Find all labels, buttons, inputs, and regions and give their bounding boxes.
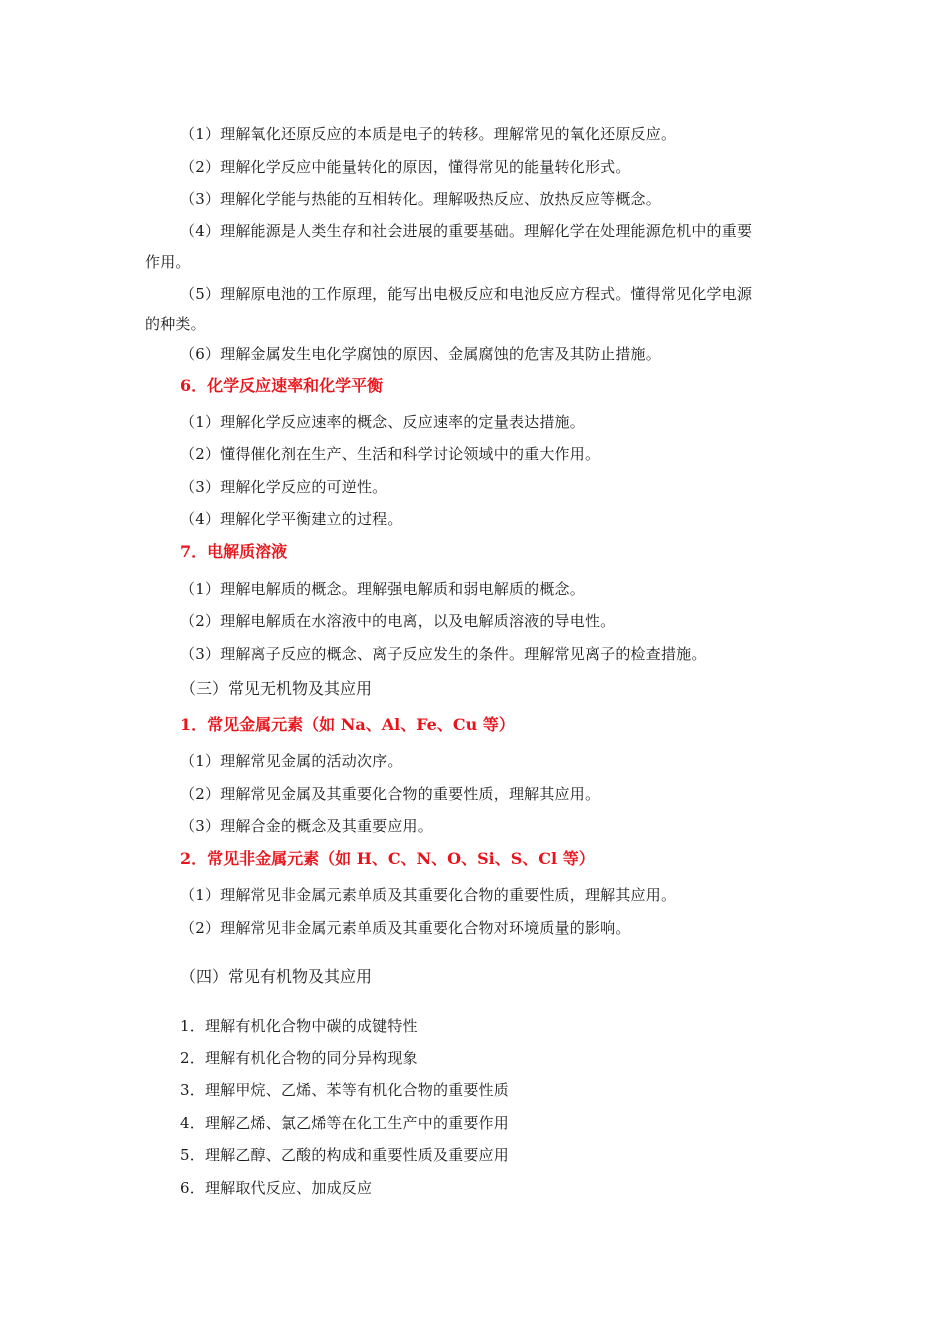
requirement-item: （2）理解常见非金属元素单质及其重要化合物对环境质量的影响。 bbox=[180, 919, 631, 937]
requirement-item: （2）懂得催化剂在生产、生活和科学讨论领域中的重大作用。 bbox=[180, 445, 601, 463]
requirement-item-continuation: 的种类。 bbox=[145, 315, 206, 333]
requirement-item: （1）理解常见金属的活动次序。 bbox=[180, 752, 403, 770]
requirement-item: （4）理解能源是人类生存和社会进展的重要基础。理解化学在处理能源危机中的重要 bbox=[180, 222, 753, 240]
topic-heading-6: 6．化学反应速率和化学平衡 bbox=[180, 376, 384, 395]
requirement-item: （1）理解常见非金属元素单质及其重要化合物的重要性质，理解其应用。 bbox=[180, 886, 677, 904]
requirement-item: （2）理解常见金属及其重要化合物的重要性质，理解其应用。 bbox=[180, 785, 601, 803]
requirement-item: （1）理解电解质的概念。理解强电解质和弱电解质的概念。 bbox=[180, 580, 585, 598]
list-item: 2．理解有机化合物的同分异构现象 bbox=[180, 1049, 418, 1067]
requirement-item: （6）理解金属发生电化学腐蚀的原因、金属腐蚀的危害及其防止措施。 bbox=[180, 345, 661, 363]
list-item: 6．理解取代反应、加成反应 bbox=[180, 1179, 373, 1197]
requirement-item: （3）理解化学能与热能的互相转化。理解吸热反应、放热反应等概念。 bbox=[180, 190, 661, 208]
requirement-item: （2）理解电解质在水溶液中的电离，以及电解质溶液的导电性。 bbox=[180, 612, 616, 630]
topic-heading-nonmetals: 2．常见非金属元素（如 H、C、N、O、Si、S、Cl 等） bbox=[180, 849, 595, 868]
requirement-item: （3）理解合金的概念及其重要应用。 bbox=[180, 817, 433, 835]
requirement-item: （1）理解化学反应速率的概念、反应速率的定量表达措施。 bbox=[180, 413, 585, 431]
list-item: 4．理解乙烯、氯乙烯等在化工生产中的重要作用 bbox=[180, 1114, 509, 1132]
requirement-item-continuation: 作用。 bbox=[145, 253, 191, 271]
list-item: 3．理解甲烷、乙烯、苯等有机化合物的重要性质 bbox=[180, 1081, 509, 1099]
topic-heading-7: 7．电解质溶液 bbox=[180, 542, 288, 561]
requirement-item: （3）理解化学反应的可逆性。 bbox=[180, 478, 388, 496]
requirement-item: （3）理解离子反应的概念、离子反应发生的条件。理解常见离子的检查措施。 bbox=[180, 645, 707, 663]
requirement-item: （5）理解原电池的工作原理，能写出电极反应和电池反应方程式。懂得常见化学电源 bbox=[180, 285, 753, 303]
requirement-item: （4）理解化学平衡建立的过程。 bbox=[180, 510, 403, 528]
section-heading-3: （三）常见无机物及其应用 bbox=[180, 679, 373, 698]
list-item: 5．理解乙醇、乙酸的构成和重要性质及重要应用 bbox=[180, 1146, 509, 1164]
section-heading-4: （四）常见有机物及其应用 bbox=[180, 967, 373, 986]
topic-heading-metals: 1．常见金属元素（如 Na、Al、Fe、Cu 等） bbox=[180, 715, 515, 734]
requirement-item: （1）理解氧化还原反应的本质是电子的转移。理解常见的氧化还原反应。 bbox=[180, 125, 677, 143]
list-item: 1．理解有机化合物中碳的成键特性 bbox=[180, 1017, 418, 1035]
requirement-item: （2）理解化学反应中能量转化的原因，懂得常见的能量转化形式。 bbox=[180, 158, 631, 176]
